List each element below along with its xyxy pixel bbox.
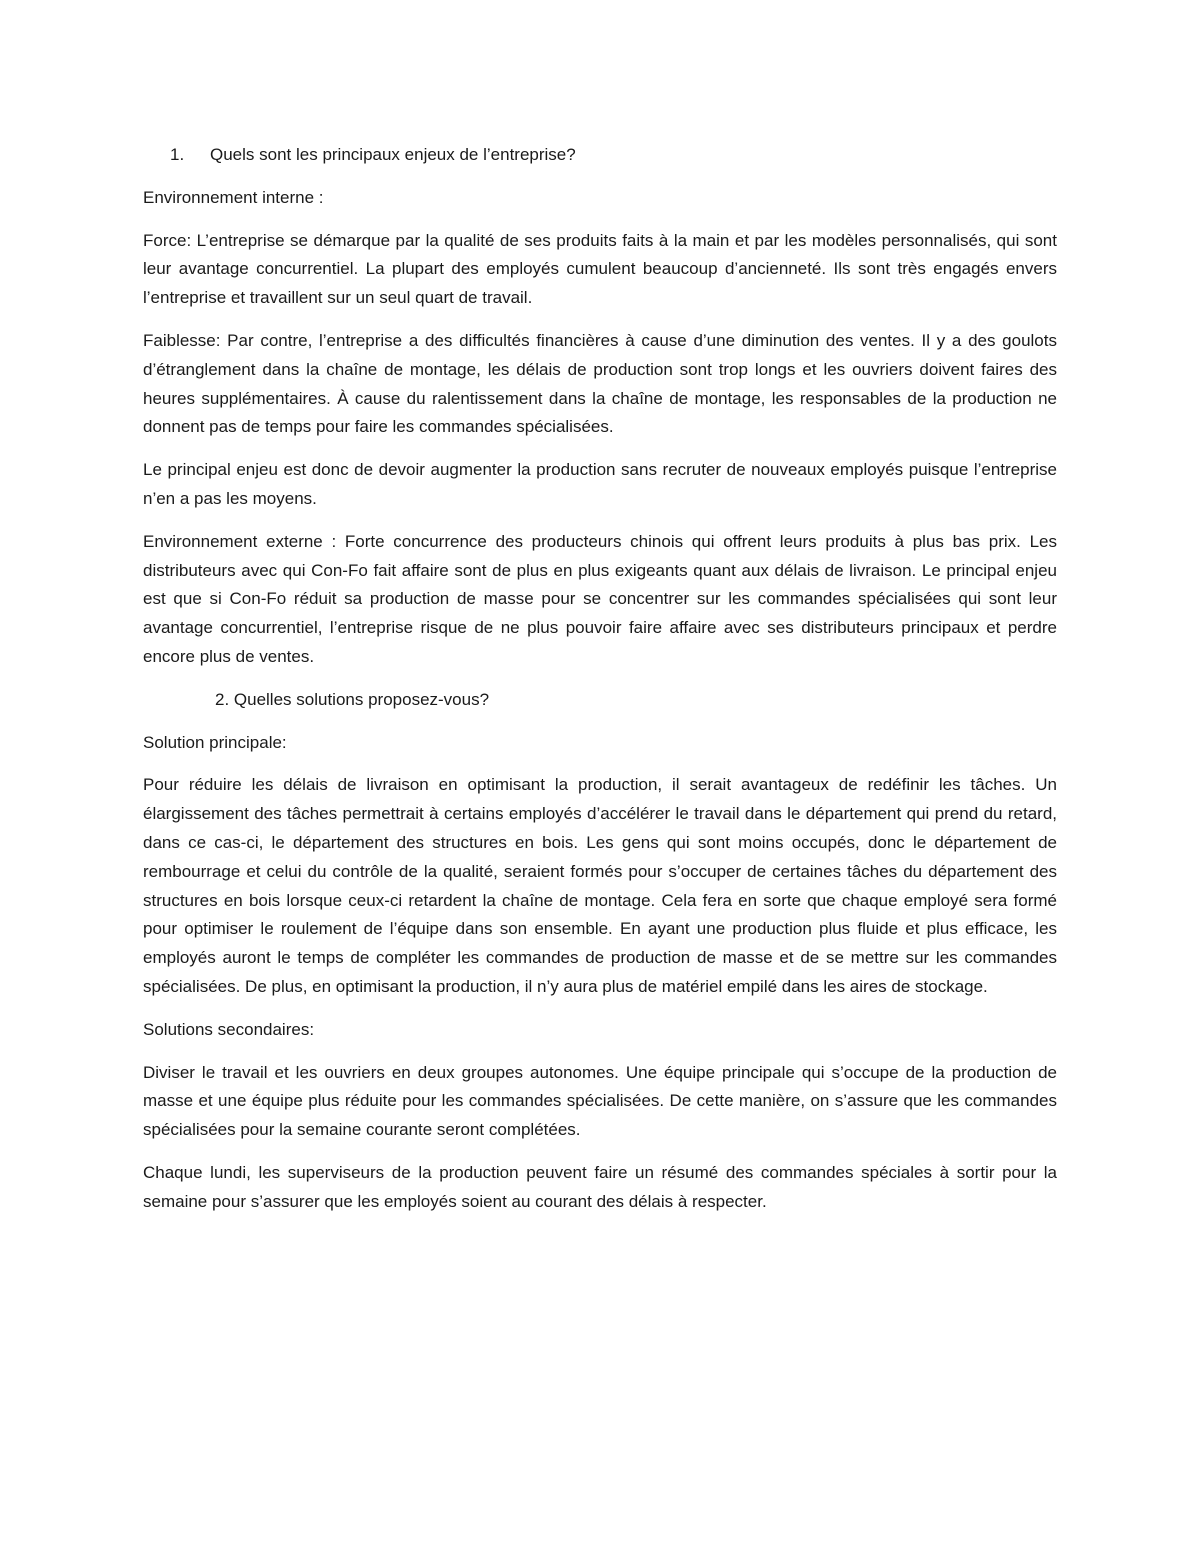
document-page bbox=[143, 141, 1057, 1231]
faiblesse-paragraph: Faiblesse: Par contre, l’entreprise a des difficultés financières à cause d’une diminution des ventes. Il y a des goulots d’étranglement dans la chaîne de montage, les délais de production sont trop longs et les ouvriers doivent faires des heures supplémentaires. À cause du ralentissement dans la chaîne de montage, les responsables de la production ne donnent pas de temps pour faire les commandes spécialisées. bbox=[143, 330, 1057, 437]
env-externe-paragraph: Environnement externe : Forte concurrence des producteurs chinois qui offrent leurs produits à plus bas prix. Les distributeurs avec qui Con-Fo fait affaire sont de plus en plus exigeants quant aux délais de livraison. Le principal enjeu est que si Con-Fo réduit sa production de masse pour se concentrer sur les commandes spécialisées qui sont leur avantage concurrentiel, l’entreprise risque de ne plus pouvoir faire affaire avec ses distributeurs principaux et perdre encore plus de ventes. bbox=[143, 531, 1057, 666]
solutions-secondaires-label: Solutions secondaires: bbox=[143, 1019, 315, 1039]
solution-principale-paragraph: Pour réduire les délais de livraison en optimisant la production, il serait avantageux de redéfinir les tâches. Un élargissement des tâches permettrait à certains employés d’accélérer le travail dans le département qui prend du retard, dans ce cas-ci, le département des structures en bois. Les gens qui sont moins occupés, donc le département de rembourrage et celui du contrôle de la qualité, seraient formés pour s’occuper de certaines tâches du département des structures en bois lorsque ceux-ci retardent la chaîne de montage. Cela fera en sorte que chaque employé sera formé pour optimiser le roulement de l’équipe dans son ensemble. En ayant une production plus fluide et plus efficace, les employés auront le temps de compléter les commandes de production de masse et de se mettre sur les commandes spécialisées. De plus, en optimisant la production, il n’y aura plus de matériel empilé dans les aires de stockage. bbox=[143, 775, 1057, 996]
question-1-heading bbox=[143, 141, 1057, 170]
env-internal-label: Environnement interne : bbox=[143, 187, 324, 207]
solution-principale-label: Solution principale: bbox=[143, 732, 287, 752]
question-1-number: 1. bbox=[170, 145, 185, 164]
question-2-heading: 2. Quelles solutions proposez-vous? bbox=[215, 689, 490, 709]
principal-enjeu-paragraph: Le principal enjeu est donc de devoir augmenter la production sans recruter de nouveaux employés puisque l’entreprise n’en a pas les moyens. bbox=[143, 460, 1057, 508]
solution-secondaire-1-paragraph: Diviser le travail et les ouvriers en deux groupes autonomes. Une équipe principale qui s’occupe de la production de masse et une équipe plus réduite pour les commandes spécialisées. De cette manière, on s’assure que les commandes spécialisées pour la semaine courante seront complétées. bbox=[143, 1062, 1057, 1140]
force-paragraph: Force: L’entreprise se démarque par la qualité de ses produits faits à la main et par les modèles personnalisés, qui sont leur avantage concurrentiel. La plupart des employés cumulent beaucoup d’ancienneté. Ils sont très engagés envers l’entreprise et travaillent sur un seul quart de travail. bbox=[143, 230, 1057, 308]
question-1-text: Quels sont les principaux enjeux de l’entreprise? bbox=[210, 145, 576, 164]
solution-secondaire-2-paragraph: Chaque lundi, les superviseurs de la production peuvent faire un résumé des commandes spéciales à sortir pour la semaine pour s’assurer que les employés soient au courant des délais à respecter. bbox=[143, 1162, 1057, 1211]
